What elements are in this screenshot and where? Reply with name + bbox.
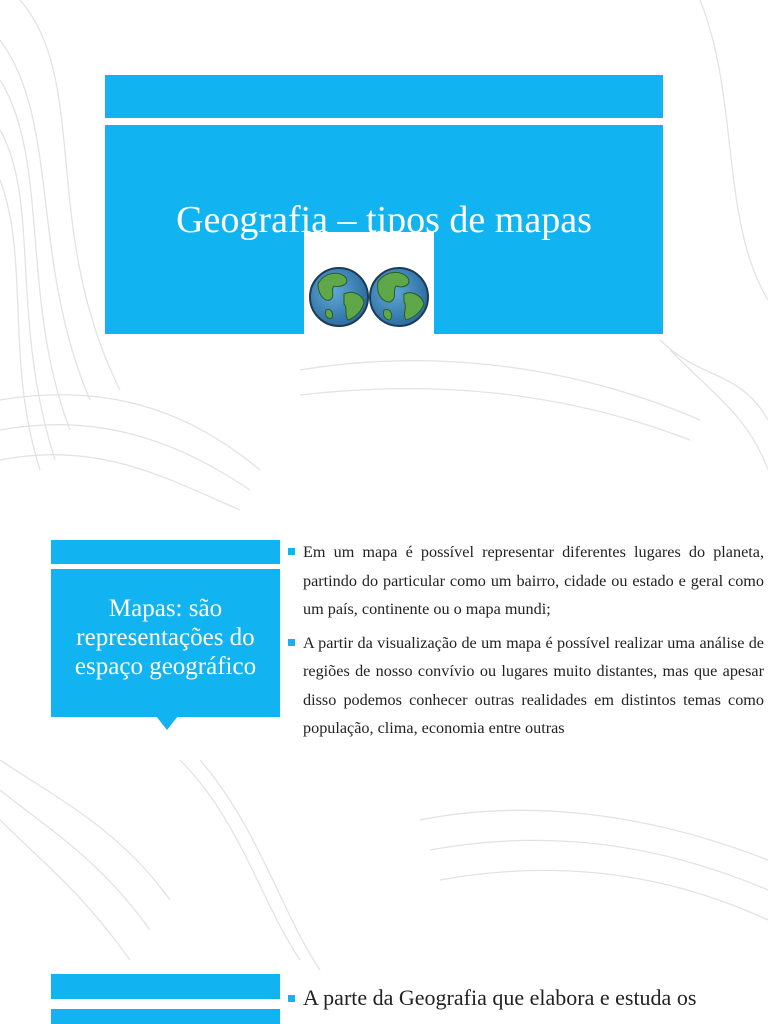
bullet-square-icon: [288, 639, 295, 646]
slide-heading: Mapas: são representações do espaço geográfico: [74, 595, 257, 680]
slide-title: Geografia – tipos de mapas: [176, 199, 592, 241]
bullet-item: [286, 983, 764, 1013]
globe-icon: [310, 268, 368, 326]
bullet-square-icon: [288, 995, 295, 1002]
bullet-text: A parte da Geografia que elabora e estuda os: [303, 985, 697, 1010]
bullet-list: [286, 538, 764, 748]
globes-image: [304, 232, 434, 356]
bullet-text: Em um mapa é possível representar diferentes lugares do planeta, partindo do particular como um bairro, cidade ou estado e geral como um país, continente ou o mapa mundi;: [303, 543, 764, 618]
heading-top-bar: [51, 974, 280, 999]
title-top-bar: [105, 75, 663, 118]
bullet-list: [286, 983, 764, 1018]
bullet-item: [286, 538, 764, 624]
heading-top-bar: [51, 540, 280, 564]
heading-box: [51, 1009, 280, 1024]
bullet-square-icon: [288, 548, 295, 555]
bullet-item: [286, 629, 764, 743]
heading-pointer: [156, 716, 178, 730]
bullet-text: A partir da visualização de um mapa é possível realizar uma análise de regiões de nosso convívio ou lugares muito distantes, mas que apesar disso podemos conhecer outras realidades em distintos temas como população, clima, economia entre outras: [303, 633, 764, 737]
globe-icon: [370, 268, 428, 326]
